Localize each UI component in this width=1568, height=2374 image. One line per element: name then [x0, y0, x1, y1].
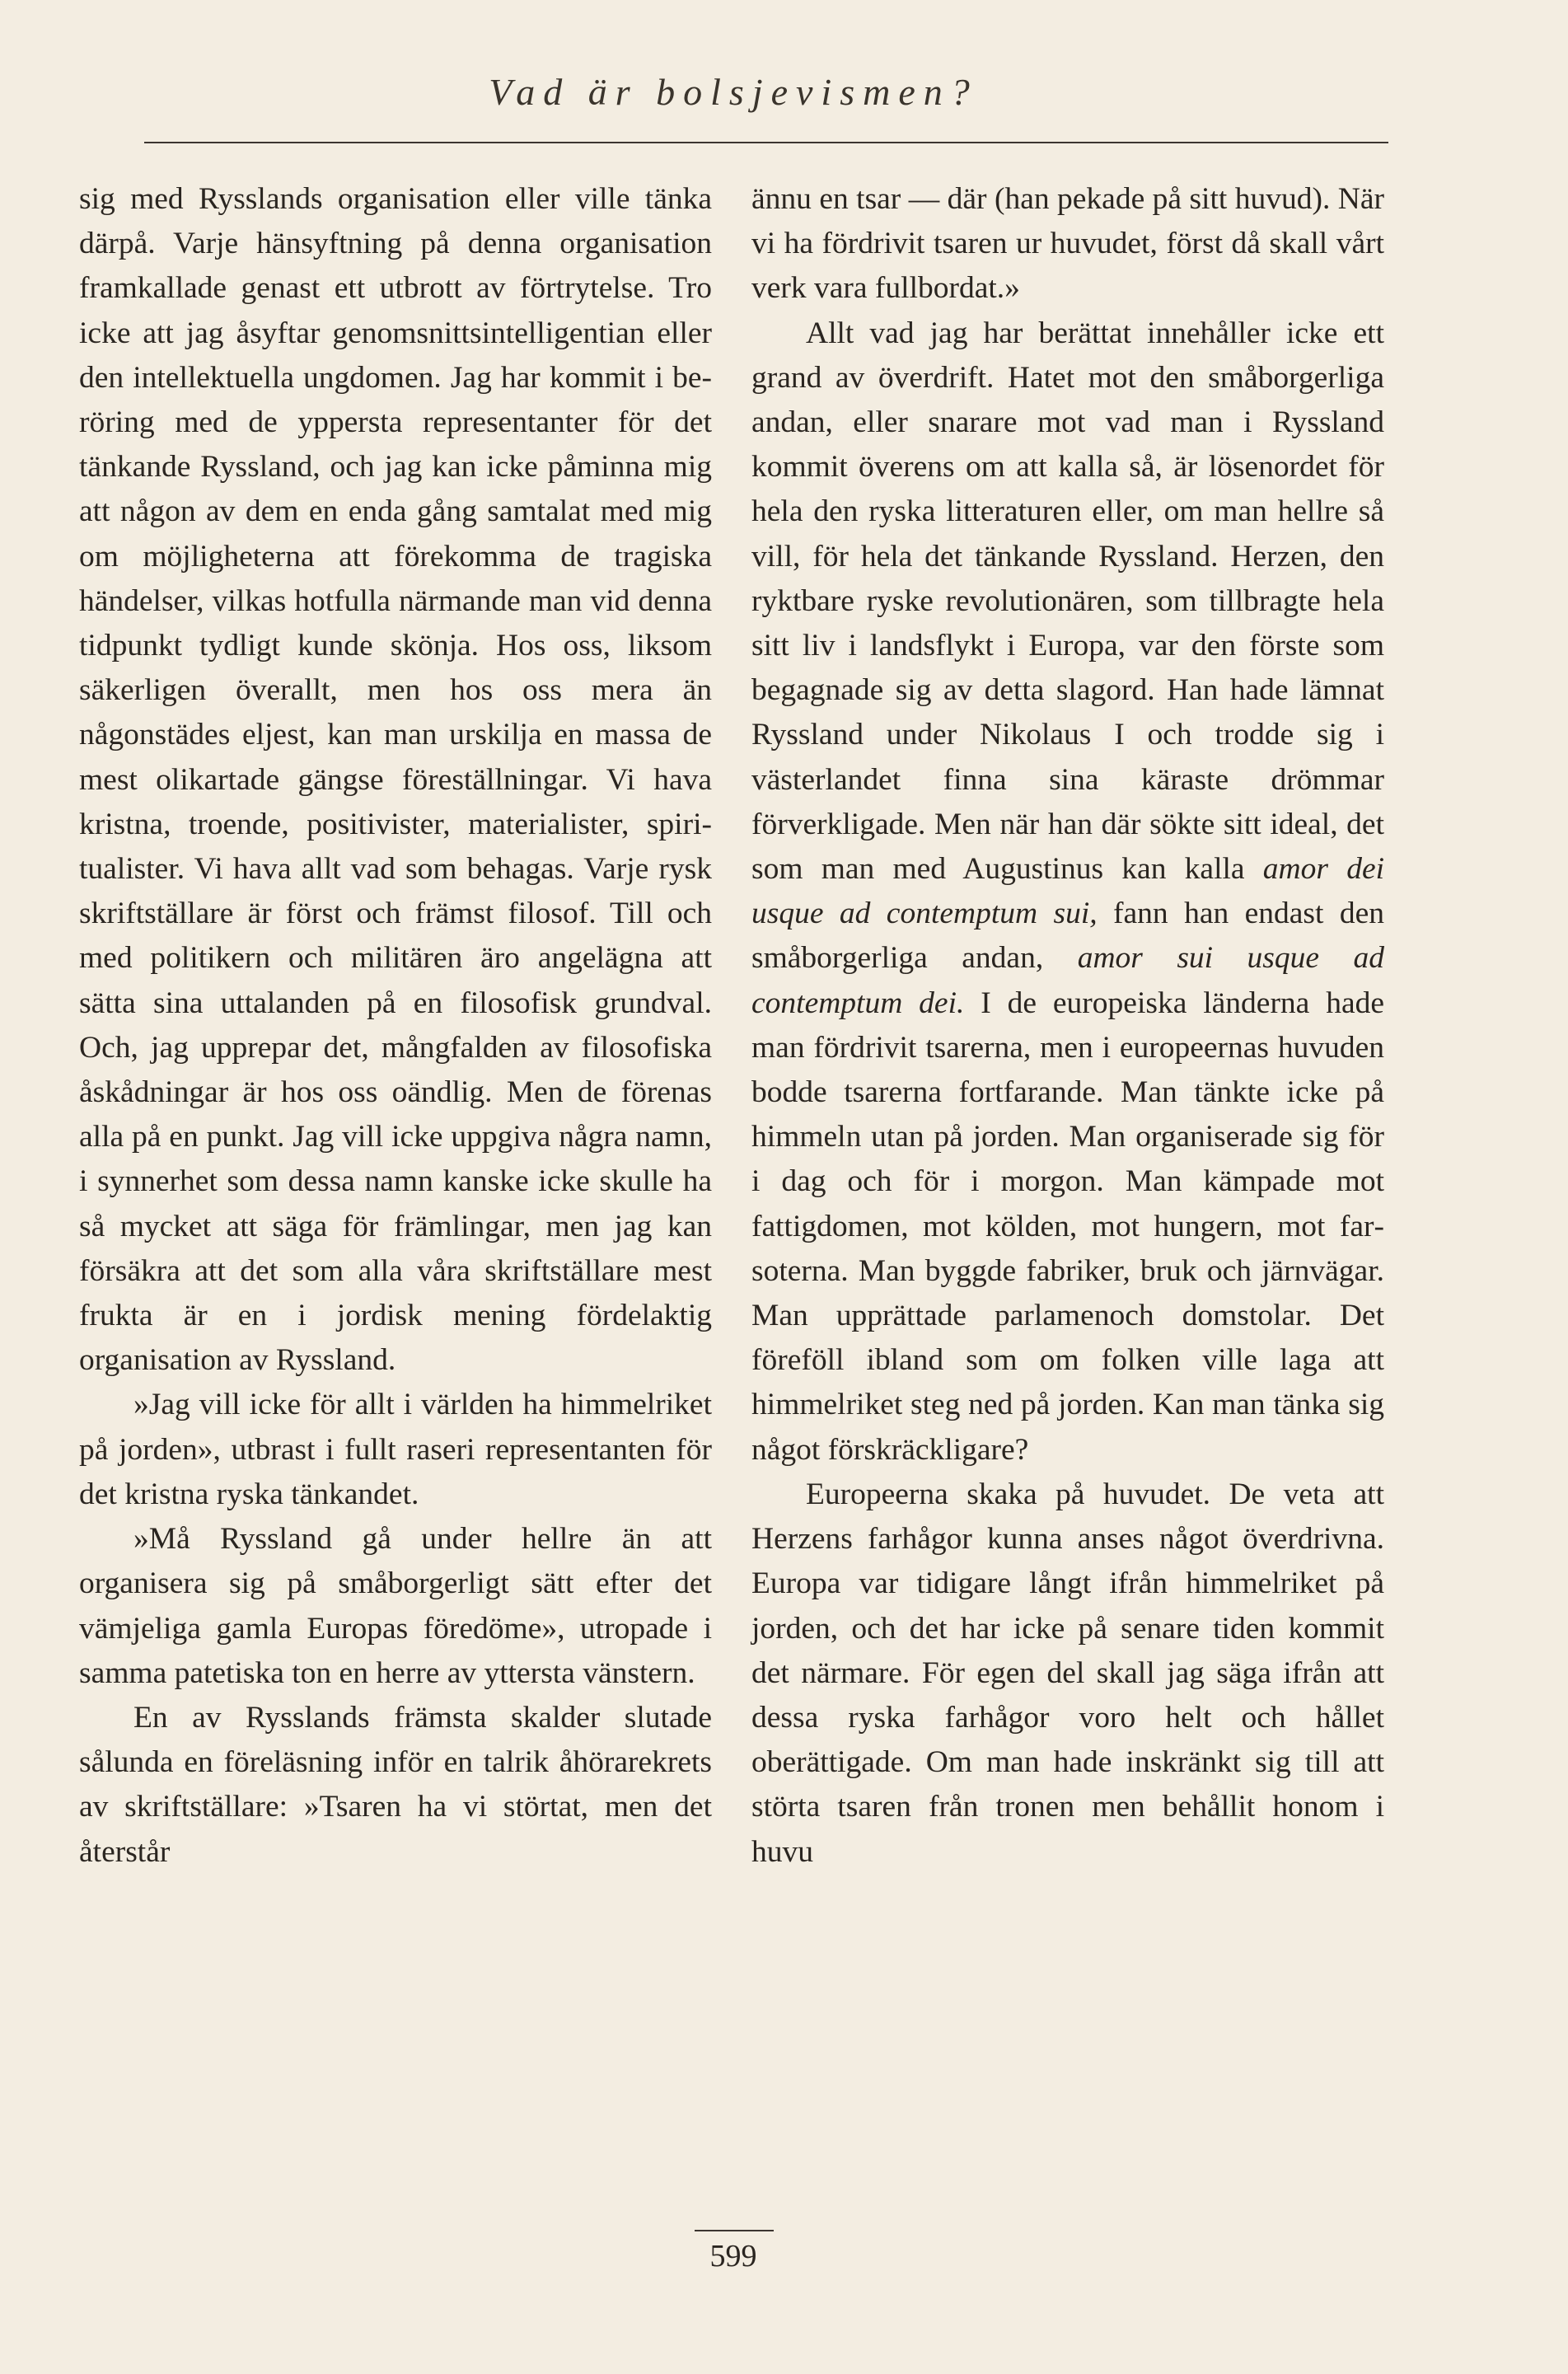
- right-paragraph-2: [751, 311, 1384, 1473]
- latin-quote-1: amor dei usque ad contemptum sui,: [751, 852, 1385, 931]
- right-paragraph-1: ännu en tsar — där (han pekade på sitt huvud). När vi ha fördrivit tsaren ur huvudet, först då skall vårt verk vara fullbordat.»: [751, 182, 1384, 306]
- page-number-rule: [695, 2230, 774, 2231]
- left-paragraph-4: En av Rysslands främsta skalder slutade sålunda en föreläsning inför en talrik åhörarekrets av skriftställare: »Tsaren ha vi störtat, men det återstår: [79, 1700, 712, 1869]
- header-rule: [144, 142, 1388, 143]
- left-paragraph-3: »Må Ryssland gå under hellre än att organisera sig på småborgerligt sätt efter det vämjeliga gamla Europas föredöme», utropade i samma patetiska ton en herre av yttersta vänstern.: [79, 1522, 712, 1690]
- right-paragraph-2-text-a: Allt vad jag har berättat innehåller icke ett grand av överdrift. Hatet mot den småborgerliga andan, eller snarare mot vad man i Ryssland kommit överens om att kalla så, är lösenordet för hela den ryska litteraturen eller, om man hellre så vill, för hela det tänkande Ryssland. Herzen, den ryktbare ryske revolutionären, som tillbragte hela sitt liv i landsflykt i Europa, var den förste som begagnade sig av detta slagord. Han hade lämnat Ryssland under Nikolaus I och trodde sig i västerlandet finna sina käraste drömmar förverkligade. Men när han där sökte sitt ideal, det som man med Augustinus kan kalla: [751, 316, 1384, 887]
- page-number: 599: [709, 2239, 757, 2273]
- right-paragraph-3: Europeerna skaka på huvudet. De veta att Herzens farhågor kunna anses något överdrivna. Europa var tidigare långt ifrån himmelriket på jorden, och det har icke på senare tiden kommit det närmare. För egen del skall jag säga ifrån att dessa ryska farhågor voro helt och hållet oberättigade. Om man hade inskränkt sig till att störta tsaren från tronen men behållit honom i huvu: [751, 1477, 1384, 1869]
- left-paragraph-1: sig med Rysslands organisation eller ville tänka därpå. Varje hänsyftning på denna organisation framkallade genast ett utbrott av förtrytelse. Tro icke att jag åsyftar genomsnittsintelligentian eller den intellektuella ungdomen. Jag har kommit i beröring med de yppersta representanter för det tänkande Ryssland, och jag kan icke påminna mig att någon av dem en enda gång samtalat med mig om möjligheterna att förekomma de tragiska händelser, vilkas hotfulla närmande man vid denna tidpunkt tydligt kunde skönja. Hos oss, liksom säkerligen överallt, men hos oss mera än någonstädes eljest, kan man urskilja en massa de mest olikartade gängse föreställningar. Vi hava kristna, troende, positivister, materialister, spiritualister. Vi hava allt vad som behagas. Varje rysk skriftställare är först och främst filosof. Till och med politikern och militären äro angelägna att sätta sina uttalanden på en filosofisk grundval. Och, jag upprepar det, mångfalden av filosofiska åskådningar är hos oss oändlig. Men de förenas alla på en punkt. Jag vill icke uppgiva några namn, i synnerhet som dessa namn kanske icke skulle ha så mycket att säga för främlingar, men jag kan försäkra att det som alla våra skriftställare mest frukta är en i jordisk mening fördelaktig organisation av Ryssland.: [79, 182, 712, 1378]
- left-column: [79, 177, 712, 1875]
- right-paragraph-2-text-c: I de europeiska länderna hade man fördrivit tsarerna, men i europeernas huvuden bodde tsarerna fortfarande. Man tänkte icke på himmeln utan på jorden. Man organiserade sig för i dag och för i morgon. Man kämpade mot fattigdomen, mot kölden, mot hungern, mot farsoterna. Man byggde fabriker, bruk och järnvägar. Man upprättade parlamenoch domstolar. Det föreföll ibland som om folken ville laga att himmelriket steg ned på jorden. Kan man tänka sig något förskräckligare?: [751, 986, 1384, 1467]
- running-header: Vad är bolsjevismen?: [489, 71, 978, 113]
- right-column: [751, 177, 1384, 1875]
- right-paragraph-2-text-b: fann han endast den småborgerliga andan,: [751, 897, 1384, 976]
- left-paragraph-2: »Jag vill icke för allt i världen ha himmelriket på jorden», utbrast i fullt raseri representanten för det kristna ryska tänkandet.: [79, 1388, 712, 1511]
- latin-quote-2: amor sui usque ad contemptum dei.: [751, 941, 1384, 1020]
